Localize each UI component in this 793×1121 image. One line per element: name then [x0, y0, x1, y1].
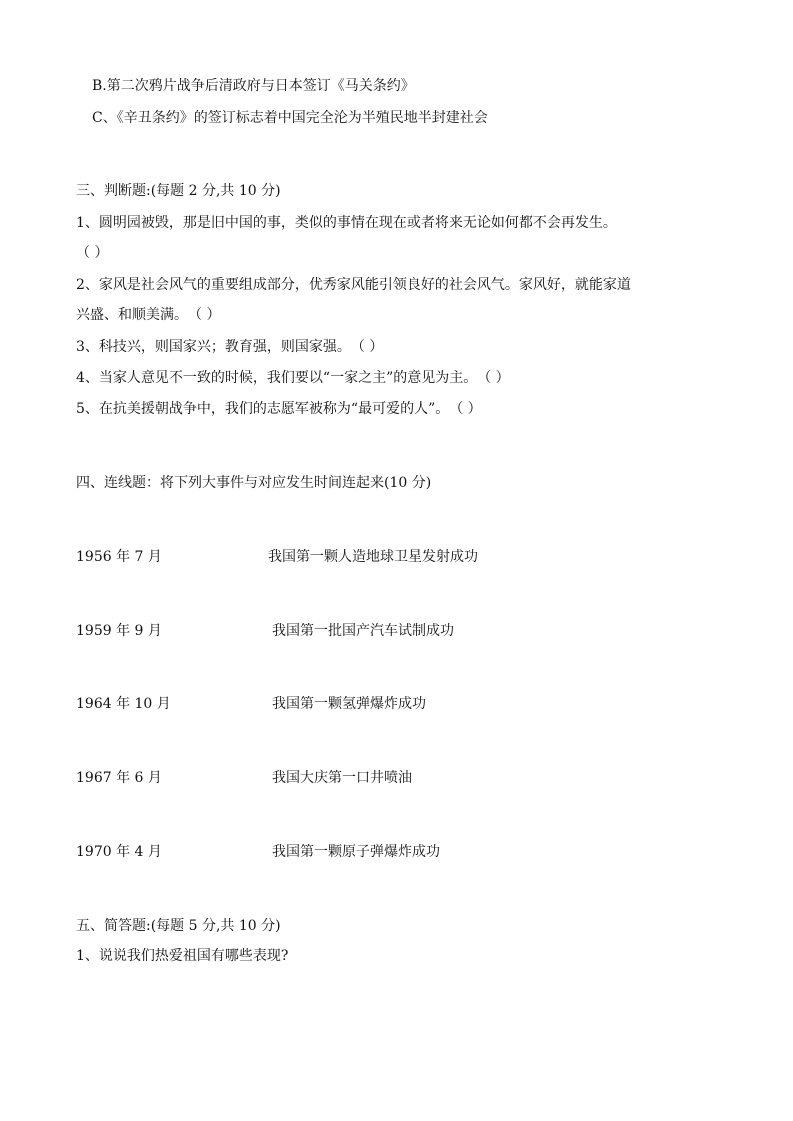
match-date-5[interactable]: 1970 年 4 月 — [76, 844, 162, 860]
tf-answer-paren-5[interactable]: （ ） — [449, 401, 482, 417]
tf-question-1: 1、圆明园被毁，那是旧中国的事，类似的事情在现在或者将来无论如何都不会再发生。 — [76, 215, 617, 231]
match-date-3[interactable]: 1964 年 10 月 — [76, 696, 171, 712]
short-answer-question-1: 1、说说我们热爱祖国有哪些表现? — [76, 948, 289, 964]
tf-answer-paren-3[interactable]: （ ） — [350, 339, 384, 355]
tf-question-5 — [76, 400, 482, 418]
match-date-1[interactable]: 1956 年 7 月 — [76, 549, 162, 565]
tf-question-2-line1: 2、家风是社会风气的重要组成部分，优秀家风能引领良好的社会风气。家风好，就能家道 — [76, 277, 631, 293]
match-event-3[interactable]: 我国第一颗氢弹爆炸成功 — [272, 696, 426, 712]
tf-answer-paren-1[interactable]: （ ） — [76, 245, 109, 261]
tf-question-3 — [76, 338, 383, 356]
tf-question-2-line2 — [76, 306, 220, 324]
section4-title: 四、连线题：将下列大事件与对应发生时间连起来(10 分) — [76, 475, 432, 491]
tf-question-4-text: 4、当家人意见不一致的时候，我们要以“一家之主”的意见为主。 — [76, 370, 478, 386]
tf-answer-paren-4[interactable]: （ ） — [477, 370, 510, 386]
match-date-4[interactable]: 1967 年 6 月 — [76, 770, 162, 786]
match-event-2[interactable]: 我国第一批国产汽车试制成功 — [272, 623, 454, 639]
match-event-1[interactable]: 我国第一颗人造地球卫星发射成功 — [268, 549, 478, 565]
tf-question-3-text: 3、科技兴，则国家兴；教育强，则国家强。 — [76, 339, 351, 355]
match-event-4[interactable]: 我国大庆第一口井喷油 — [272, 770, 412, 786]
tf-question-4 — [76, 369, 510, 387]
match-event-5[interactable]: 我国第一颗原子弹爆炸成功 — [272, 844, 440, 860]
match-date-2[interactable]: 1959 年 9 月 — [76, 623, 162, 639]
section3-title: 三、判断题:(每题 2 分,共 10 分) — [76, 183, 281, 199]
section5-title: 五、简答题:(每题 5 分,共 10 分) — [76, 918, 281, 934]
tf-question-2-text: 兴盛、和顺美满。 — [76, 307, 188, 323]
tf-answer-paren-2[interactable]: （ ） — [188, 307, 221, 323]
option-b: B.第二次鸦片战争后清政府与日本签订《马关条约》 — [92, 78, 415, 94]
tf-question-5-text: 5、在抗美援朝战争中，我们的志愿军被称为“最可爱的人”。 — [76, 401, 450, 417]
option-c: C、《辛丑条约》的签订标志着中国完全沦为半殖民地半封建社会 — [92, 110, 488, 126]
